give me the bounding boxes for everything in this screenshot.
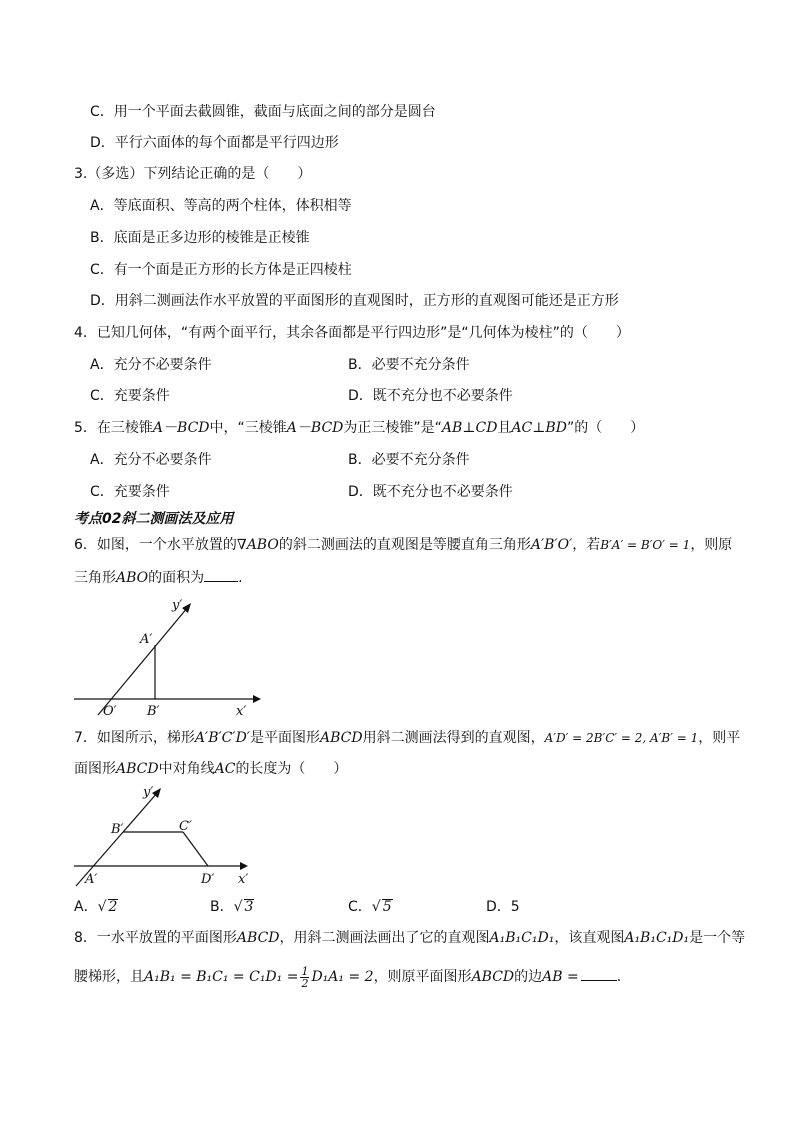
q5-option-c: C．充要条件 [90,484,170,500]
q3-option-c: C．有一个面是正方形的长方体是正四棱柱 [90,262,352,278]
q7-x-arrow [240,862,248,870]
q4-stem: 4．已知几何体，“有两个面平行，其余各面都是平行四边形”是“几何体为棱柱”的（ ） [74,325,630,341]
q7-label-a: A′ [85,872,98,887]
q7-side-cd [183,832,208,866]
q7-label-b: B′ [111,822,124,837]
q3-option-a: A．等底面积、等高的两个柱体，体积相等 [90,198,352,214]
q7-label-y: y′ [143,785,154,800]
q4-option-d: D．既不充分也不必要条件 [348,388,513,404]
q8-fraction: $\frac{1}{2}$ [301,964,309,990]
q6-x-arrow [253,695,261,703]
q5-option-d: D．既不充分也不必要条件 [348,484,513,500]
q7-option-b: B．√ 3 [210,899,254,915]
q4-option-c: C．充要条件 [90,388,170,404]
q7-stem-line2: 面图形ABCD中对角线AC的长度为（ ） [74,761,348,777]
q6-label-y: y′ [172,598,183,613]
q7-option-a: A．√ 2 [74,899,118,915]
q6-stem-line1: 6．如图，一个水平放置的∇ABO的斜二测画法的直观图是等腰直角三角形A′B′O′，若B′A′ = B′O′ = 1，则原 [74,537,733,553]
q3-option-b: B．底面是正多边形的棱锥是正棱锥 [90,230,310,246]
q7-stem-line1: 7．如图所示，梯形A′B′C′D′是平面图形ABCD用斜二测画法得到的直观图，A′D′ = 2B′C′ = 2, A′B′ = 1，则平 [74,730,741,746]
q5-option-a: A．充分不必要条件 [90,452,212,468]
q3-option-d: D．用斜二测画法作水平放置的平面图形的直观图时，正方形的直观图可能还是正方形 [90,293,619,309]
q6-figure [68,595,328,720]
q7-label-x: x′ [238,872,249,887]
q8-answer-blank[interactable] [581,966,617,981]
q6-label-x: x′ [236,704,247,719]
q6-label-b: B′ [147,704,160,719]
q4-option-b: B．必要不充分条件 [348,357,470,373]
q5-stem: 5．在三棱锥A－BCD中，“三棱锥A－BCD为正三棱锥”是“AB⊥CD且AC⊥BD”的（ ） [74,420,645,436]
q5-option-b: B．必要不充分条件 [348,452,470,468]
q7-option-c: C．√ 5 [348,899,392,915]
q6-y-arrow [182,603,191,613]
q8-stem-line2: 腰梯形，且A₁B₁ = B₁C₁ = C₁D₁ = $\frac{1}{2}$ D₁A₁ = 2，则原平面图形ABCD的边AB = . [74,964,622,990]
q3-stem: 3.（多选）下列结论正确的是（ ） [74,166,312,182]
q7-label-c: C′ [179,819,192,834]
q6-answer-blank[interactable] [204,567,238,582]
q6-stem-line2: 三角形ABO的面积为 . [74,567,243,588]
section-heading: 考点02斜二测画法及应用 [74,511,234,527]
q2-option-c: C．用一个平面去截圆锥，截面与底面之间的部分是圆台 [90,104,436,120]
q7-label-d: D′ [201,872,215,887]
q6-label-o: O′ [103,704,117,719]
q7-figure [68,782,308,892]
q4-option-a: A．充分不必要条件 [90,357,212,373]
q8-stem-line1: 8．一水平放置的平面图形ABCD，用斜二测画法画出了它的直观图A₁B₁C₁D₁，该直观图A₁B₁C₁D₁是一个等 [74,930,746,946]
q6-label-a: A′ [140,632,153,647]
q7-option-d: D．5 [486,899,520,915]
q2-option-d: D．平行六面体的每个面都是平行四边形 [90,135,339,151]
